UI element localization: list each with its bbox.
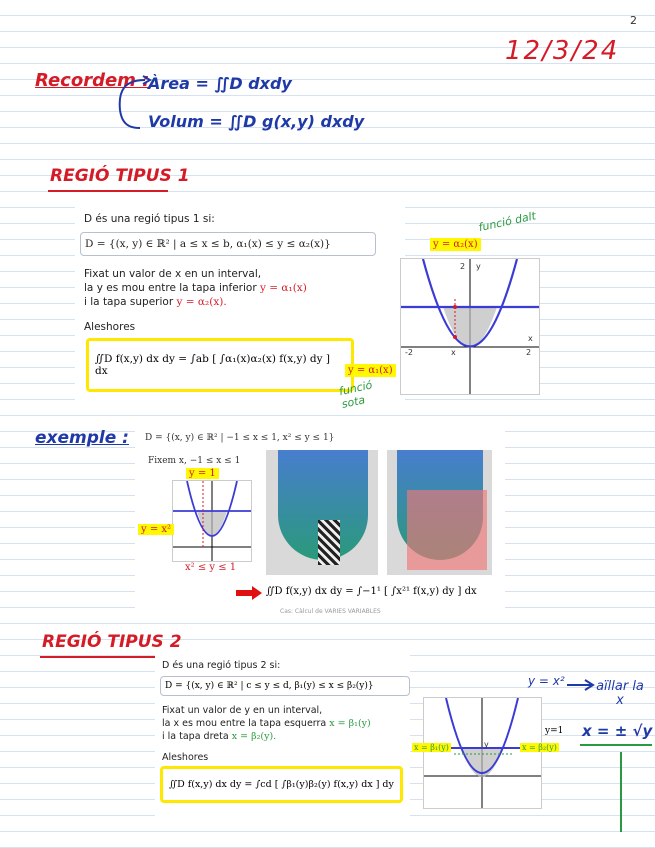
section1-fixat-1: Fixat un valor de x en un interval, [84, 268, 262, 280]
recordem-volum: Volum = ∬D g(x,y) dxdy [148, 112, 365, 131]
section1-aleshores: Aleshores [84, 321, 136, 333]
section1-tick-x2: 2 [526, 348, 532, 357]
section1-tick-neg2: -2 [405, 348, 413, 357]
exemple-yx2: y = x² [138, 524, 174, 535]
exemple-label: exemple : [35, 428, 129, 448]
section2-yx2: y = x² [528, 674, 565, 688]
section1-axis-y: y [476, 262, 481, 271]
section2-y1: y=1 [545, 726, 564, 736]
exemple-graph [172, 480, 252, 562]
section1-graph [400, 258, 540, 395]
section2-aleshores: Aleshores [162, 752, 209, 763]
date: 12/3/24 [505, 36, 620, 66]
section1-tick-2: 2 [460, 262, 466, 271]
exemple-arrow [236, 586, 262, 600]
section1-note-top: funció dalt [477, 209, 538, 235]
section2-fixat-3: i la tapa dreta x = β₂(y). [162, 731, 277, 742]
recordem-label: Recordem : [35, 70, 150, 91]
section2-underline [40, 656, 160, 658]
exemple-y1: y = 1 [186, 468, 219, 479]
section2-xb1: x = β₁(y) [414, 743, 449, 752]
section2-solution: x = ± √y [582, 722, 653, 740]
section1-fixat-2: la y es mou entre la tapa inferior y = α₁(x) [84, 282, 307, 294]
section2-formula: ∬D f(x,y) dx dy = ∫cd [ ∫β₁(y)β₂(y) f(x,y) dx ] dy [160, 766, 403, 803]
section1-intro: D és una regió tipus 1 si: [84, 213, 215, 225]
section1-definition: D = {(x, y) ∈ ℝ² | a ≤ x ≤ b, α₁(x) ≤ y ≤ α₂(x)} [80, 232, 376, 256]
recordem-area: Àrea = ∬D dxdy [148, 74, 292, 93]
section1-note-bottom: funció sota [337, 378, 374, 411]
section1-underline [48, 190, 168, 192]
exemple-3d-surface-1 [266, 450, 378, 575]
section2-title: REGIÓ TIPUS 2 [42, 632, 182, 652]
section2-graph [423, 697, 542, 809]
section1-title: REGIÓ TIPUS 1 [50, 166, 190, 186]
section2-arrow [567, 678, 597, 692]
section2-fixat-1: Fixat un valor de y en un interval, [162, 705, 323, 716]
section1-label-bottom: y = α₁(x) [345, 364, 396, 377]
section2-xb2: x = β₂(y) [522, 743, 557, 752]
section1-label-top: y = α₂(x) [430, 238, 481, 251]
section2-axis-y: y [484, 740, 489, 749]
section1-fixat-3: i la tapa superior y = α₂(x). [84, 296, 227, 308]
section2-intro: D és una regió tipus 2 si: [162, 660, 281, 671]
exemple-definition: D = {(x, y) ∈ ℝ² | −1 ≤ x ≤ 1, x² ≤ y ≤ 1} [145, 433, 335, 443]
page-number: 2 [630, 14, 637, 27]
section2-fixat-2: la x es mou entre la tapa esquerra x = β₁(y) [162, 718, 371, 729]
section2-aillar: aïllar la x [596, 679, 644, 708]
exemple-integral: ∬D f(x,y) dx dy = ∫−1¹ [ ∫x²¹ f(x,y) dy ] dx [266, 586, 477, 597]
exemple-fixem: Fixem x, −1 ≤ x ≤ 1 [148, 456, 241, 466]
section1-formula: ∬D f(x,y) dx dy = ∫ab [ ∫α₁(x)α₂(x) f(x,y) dy ] dx [86, 338, 354, 392]
section2-definition: D = {(x, y) ∈ ℝ² | c ≤ y ≤ d, β₁(y) ≤ x ≤ β₂(y)} [160, 676, 410, 696]
section1-x-label: x [451, 348, 456, 357]
section1-axis-x: x [528, 334, 533, 343]
exemple-3d-surface-2 [387, 450, 492, 575]
section2-solution-underline [580, 744, 652, 746]
section2-green-line [620, 752, 622, 832]
exemple-range: x² ≤ y ≤ 1 [185, 562, 237, 573]
exemple-footer: Cas: Càlcul de VARIES VARIABLES [280, 608, 381, 615]
